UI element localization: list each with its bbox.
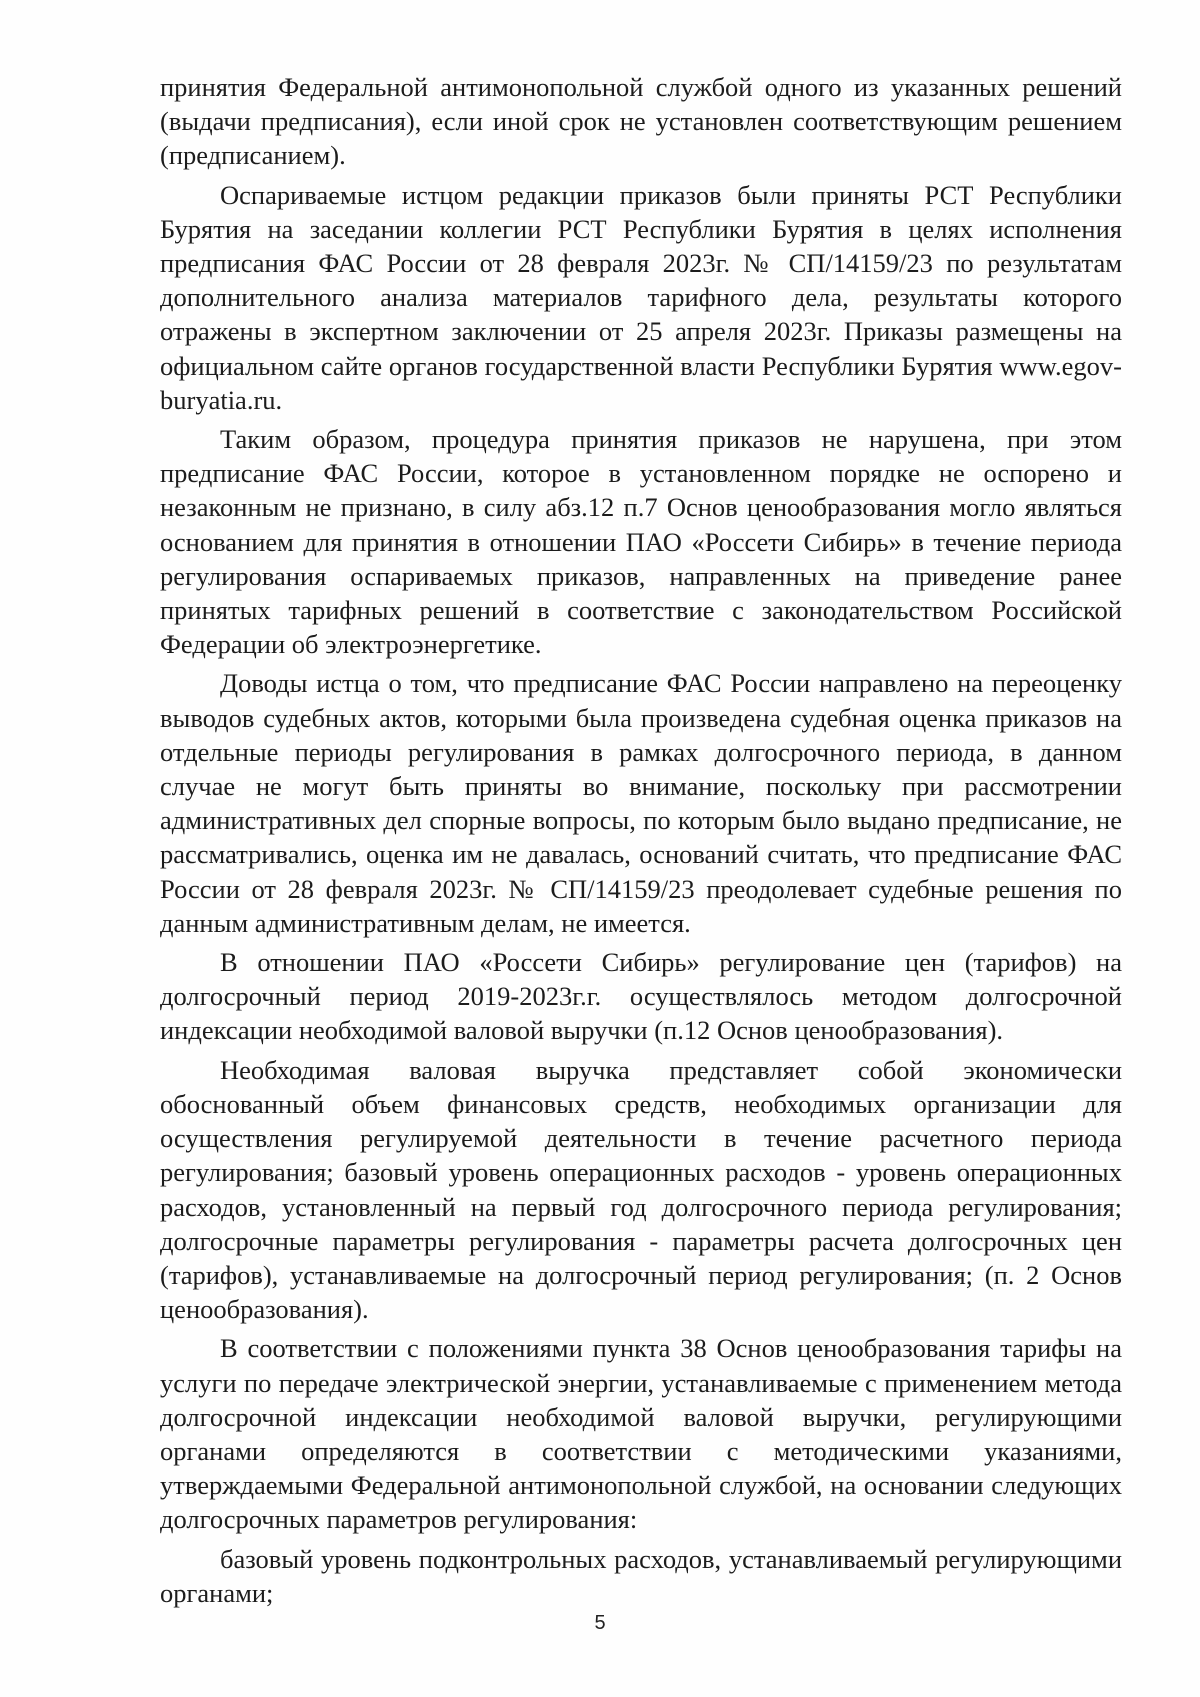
page-number: 5 <box>594 1612 606 1634</box>
paragraph-contested-orders: Оспариваемые истцом редакции приказов были приняты РСТ Республики Бурятия на заседании коллегии РСТ Республики Бурятия в целях исполнения предписания ФАС России от 28 февраля 2023г. № СП/14159/23 по результатам дополнительного анализа материалов тарифного дела, результаты которого отражены в экспертном заключении от 25 апреля 2023г. Приказы размещены на официальном сайте органов государственной власти Республики Бурятия www.egov-buryatia.ru. <box>160 179 1122 415</box>
paragraph-plaintiff-arguments: Доводы истца о том, что предписание ФАС России направлено на переоценку выводов судебных актов, которыми была произведена судебная оценка приказов на отдельные периоды регулирования в рамках долгосрочного периода, в данном случае не могут быть приняты во внимание, поскольку при рассмотрении административных дел спорные вопросы, по которым было выдано предписание, не рассматривались, оценка им не давалась, оснований считать, что предписание ФАС России от 28 февраля 2023г. № СП/14159/23 преодолевает судебные решения по данным административным делам, не имеется. <box>160 668 1122 938</box>
paragraph-base-level: базовый уровень подконтрольных расходов, устанавливаемый регулирующими органами; <box>160 1543 1122 1608</box>
paragraph-continuation: принятия Федеральной антимонопольной службой одного из указанных решений (выдачи предписания), если иной срок не установлен соответствующим решением (предписанием). <box>160 72 1122 171</box>
document-body <box>160 70 1122 1615</box>
paragraph-procedure: Таким образом, процедура принятия приказов не нарушена, при этом предписание ФАС России, которое в установленном порядке не оспорено и незаконным не признано, в силу абз.12 п.7 Основ ценообразования могло являться основанием для принятия в отношении ПАО «Россети Сибирь» в течение периода регулирования оспариваемых приказов, направленных на приведение ранее принятых тарифных решений в соответствие с законодательством Российской Федерации об электроэнергетике. <box>160 424 1122 660</box>
paragraph-gross-revenue: Необходимая валовая выручка представляет собой экономически обоснованный объем финансовых средств, необходимых организации для осуществления регулируемой деятельности в течение расчетного периода регулирования; базовый уровень операционных расходов - уровень операционных расходов, установленный на первый год долгосрочного периода регулирования; долгосрочные параметры регулирования - параметры расчета долгосрочных цен (тарифов), устанавливаемые на долгосрочный период регулирования; (п. 2 Основ ценообразования). <box>160 1054 1122 1325</box>
paragraph-pricing-basics: В соответствии с положениями пункта 38 Основ ценообразования тарифы на услуги по передаче электрической энергии, устанавливаемые с применением метода долгосрочной индексации необходимой валовой выручки, регулирующими органами определяются в соответствии с методическими указаниями, утверждаемыми Федеральной антимонопольной службой, на основании следующих долгосрочных параметров регулирования: <box>160 1333 1122 1535</box>
paragraph-regulation-method: В отношении ПАО «Россети Сибирь» регулирование цен (тарифов) на долгосрочный период 2019-2023г.г. осуществлялось методом долгосрочной индексации необходимой валовой выручки (п.12 Основ ценообразования). <box>160 947 1122 1046</box>
